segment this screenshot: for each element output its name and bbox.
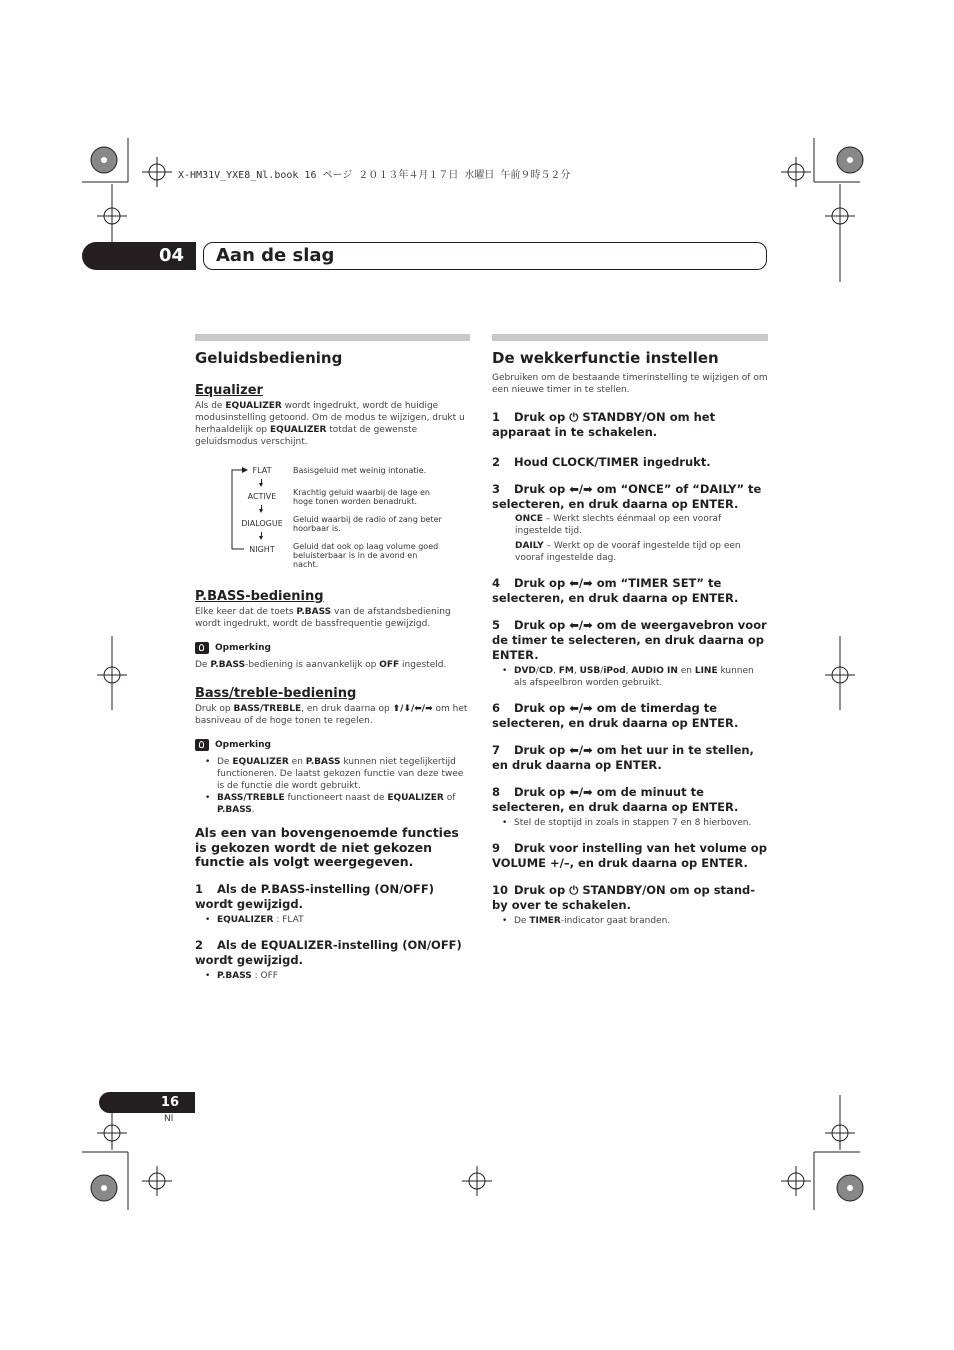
once-definition: ONCE – Werkt slechts éénmaal op een vooraf ingestelde tijd.	[515, 514, 722, 536]
alarm-intro: Gebruiken om de bestaande timerinstelling te wijzigen of om een nieuwe timer in te stellen.	[492, 373, 768, 395]
mode-night-desc: Geluid dat ook op laag volume goed beluisterbaar is in de avond en nacht.	[293, 542, 439, 569]
section-heading-sound: Geluidsbediening	[195, 349, 343, 367]
list-item: • De EQUALIZER en P.BASS kunnen niet tegelijkertijd functioneren. De laatst gekozen functie van deze twee is de functie die wordt gebruikt.	[195, 756, 470, 792]
mode-active-desc: Krachtig geluid waarbij de lage en hoge tonen worden benadrukt.	[293, 488, 430, 506]
mode-dialogue-desc: Geluid waarbij de radio of zang beter hoorbaar is.	[293, 515, 442, 533]
alarm-step-2: 2 Houd CLOCK/TIMER ingedrukt.	[492, 455, 711, 469]
list-item: • Stel de stoptijd in zoals in stappen 7 en 8 hierboven.	[492, 817, 768, 829]
alarm-step-7: 7 Druk op ⬅/➡ om het uur in te stellen, en druk daarna op ENTER.	[492, 743, 754, 772]
arrow-down-icon	[261, 505, 262, 511]
list-item: • P.BASS : OFF	[195, 970, 470, 982]
mode-flat-desc: Basisgeluid met weinig intonatie.	[293, 466, 427, 475]
note-icon	[195, 739, 209, 751]
page-number: 16	[99, 1092, 195, 1113]
conflict-heading: Als een van bovengenoemde functies is gekozen wordt de niet gekozen functie als volgt weergegeven.	[195, 825, 459, 869]
alarm-step-8: 8 Druk op ⬅/➡ om de minuut te selecteren, en druk daarna op ENTER.	[492, 785, 739, 814]
note-icon	[195, 642, 209, 654]
alarm-step-6: 6 Druk op ⬅/➡ om de timerdag te selecteren, en druk daarna op ENTER.	[492, 701, 739, 730]
left-column	[195, 334, 470, 982]
mode-active: ACTIVE	[247, 492, 277, 501]
basstreble-text: Druk op BASS/TREBLE, en druk daarna op ⬆/⬇/⬅/➡ om het basniveau of de hoge tonen te regelen.	[195, 704, 468, 726]
list-item: • EQUALIZER : FLAT	[195, 914, 470, 926]
pbass-note-header: Opmerking	[195, 642, 470, 654]
arrow-down-icon	[261, 479, 262, 485]
power-icon: ⏻	[569, 410, 579, 424]
pbass-text: Elke keer dat de toets P.BASS van de afstandsbediening wordt ingedrukt, wordt de bassfrequentie gewijzigd.	[195, 607, 451, 629]
basstreble-heading: Bass/treble-bediening	[195, 686, 357, 701]
conflict-step-1: 1 Als de P.BASS-instelling (ON/OFF) wordt gewijzigd.	[195, 881, 435, 911]
basstreble-note-header: Opmerking	[195, 739, 470, 751]
alarm-step-5: 5 Druk op ⬅/➡ om de weergavebron voor de timer te selecteren, en druk daarna op ENTER.	[492, 618, 767, 662]
section-bar	[195, 334, 470, 341]
arrow-left-right-icon: ⬅/➡	[569, 482, 593, 496]
pbass-heading: P.BASS-bediening	[195, 589, 324, 604]
mode-dialogue: DIALOGUE	[241, 519, 283, 528]
mode-loop-line	[195, 462, 255, 574]
section-bar	[492, 334, 768, 341]
alarm-step-10: 10 Druk op ⏻ STANDBY/ON om op stand-by over te schakelen.	[492, 883, 756, 912]
mode-night: NIGHT	[249, 545, 275, 554]
alarm-step-9: 9 Druk voor instelling van het volume op VOLUME +/–, en druk daarna op ENTER.	[492, 841, 767, 870]
list-item: • BASS/TREBLE functioneert naast de EQUALIZER of P.BASS.	[195, 792, 470, 816]
list-item: • DVD/CD, FM, USB/iPod, AUDIO IN en LINE kunnen als afspeelbron worden gebruikt.	[492, 665, 768, 689]
section-heading-alarm: De wekkerfunctie instellen	[492, 349, 719, 367]
chapter-title: Aan de slag	[216, 245, 335, 266]
arrow-left-right-icon: ⬅/➡	[569, 785, 593, 799]
equalizer-text: Als de EQUALIZER wordt ingedrukt, wordt de huidige modusinstelling getoond. Om de modus te wijzigen, drukt u herhaaldelijk op EQUALIZER totdat de gewenste geluidsmodus verschijnt.	[195, 401, 465, 447]
power-icon: ⏻	[569, 883, 579, 897]
arrow-left-right-icon: ⬅/➡	[569, 743, 593, 757]
list-item: • De TIMER-indicator gaat branden.	[492, 915, 768, 927]
alarm-step-1: 1 Druk op ⏻ STANDBY/ON om het apparaat in te schakelen.	[492, 410, 716, 439]
mode-flat: FLAT	[252, 466, 272, 475]
alarm-step-4: 4 Druk op ⬅/➡ om “TIMER SET” te selecteren, en druk daarna op ENTER.	[492, 576, 739, 605]
equalizer-heading: Equalizer	[195, 383, 263, 398]
equalizer-mode-diagram	[195, 462, 470, 574]
arrow-left-right-icon: ⬅/➡	[569, 576, 593, 590]
conflict-step-2: 2 Als de EQUALIZER-instelling (ON/OFF) wordt gewijzigd.	[195, 937, 462, 967]
arrow-keys-icon: ⬆/⬇/⬅/➡	[392, 704, 433, 714]
arrow-left-right-icon: ⬅/➡	[569, 618, 593, 632]
alarm-step-3: 3 Druk op ⬅/➡ om “ONCE” of “DAILY” te selecteren, en druk daarna op ENTER.	[492, 482, 762, 511]
arrow-down-icon	[261, 532, 262, 538]
print-header: X-HM31V_YXE8_Nl.book 16 ページ ２０１３年４月１７日 水曜日 午前９時５２分	[178, 170, 571, 181]
basstreble-note-list	[195, 756, 470, 816]
pbass-note-text: De P.BASS-bediening is aanvankelijk op OFF ingesteld.	[195, 660, 447, 670]
chapter-number: 04	[82, 242, 196, 270]
arrow-left-right-icon: ⬅/➡	[569, 701, 593, 715]
right-column	[492, 334, 768, 927]
daily-definition: DAILY – Werkt op de vooraf ingestelde tijd op een vooraf ingestelde dag.	[515, 541, 741, 563]
page-language: Nl	[164, 1114, 174, 1124]
